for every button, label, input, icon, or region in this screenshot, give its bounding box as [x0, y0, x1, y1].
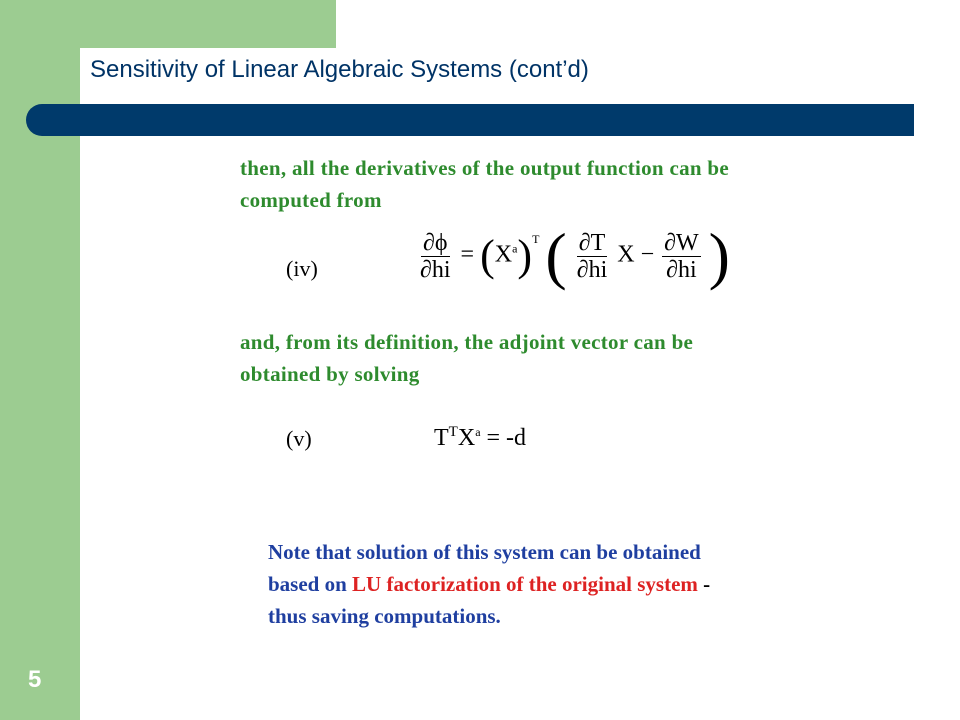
- superscript-t: T: [448, 424, 458, 440]
- note-prefix: based on: [268, 572, 353, 596]
- equation-iv: [416, 220, 730, 291]
- numerator: ∂W: [664, 229, 699, 256]
- big-right-paren: ): [708, 220, 730, 291]
- big-left-paren: (: [545, 220, 567, 291]
- top-band: [80, 0, 336, 48]
- superscript-a: a: [512, 241, 518, 256]
- note-line: [268, 568, 710, 600]
- fraction-dw-dhi: [662, 230, 701, 283]
- paragraph-derivatives: [240, 152, 729, 216]
- equation-label-iv: (iv): [286, 256, 318, 281]
- fraction-dphi-dhi: [418, 230, 453, 283]
- numerator: ∂ϕ: [423, 229, 448, 256]
- equation-v: [434, 424, 526, 452]
- equation-rhs: = -d: [480, 425, 527, 451]
- denominator: ∂hi: [666, 256, 697, 283]
- note-line: Note that solution of this system can be obtained: [268, 540, 701, 564]
- denominator: ∂hi: [576, 256, 608, 283]
- paragraph-line: then, all the derivatives of the output function can be: [240, 156, 729, 180]
- slide-title: Sensitivity of Linear Algebraic Systems (cont’d): [90, 56, 589, 83]
- paragraph-line: computed from: [240, 188, 382, 212]
- title-underline-bar: [26, 104, 914, 136]
- slide-number: 5: [28, 666, 42, 693]
- note-suffix: -: [697, 572, 711, 596]
- left-paren: (: [480, 231, 495, 280]
- equals-sign: =: [460, 241, 475, 268]
- x-symbol: X: [494, 241, 513, 268]
- minus-sign: −: [640, 241, 655, 268]
- note-block: [268, 536, 710, 632]
- superscript-a: a: [475, 425, 481, 439]
- paragraph-adjoint: [240, 326, 693, 390]
- t-symbol: T: [434, 425, 449, 451]
- note-highlight: LU factorization of the original system: [352, 572, 698, 596]
- right-paren: ): [517, 231, 533, 280]
- equation-label-v: (v): [286, 426, 312, 451]
- superscript-t: T: [532, 231, 540, 246]
- denominator: ∂hi: [420, 256, 451, 283]
- paragraph-line: and, from its definition, the adjoint vector can be: [240, 330, 694, 354]
- paragraph-line: obtained by solving: [240, 362, 420, 386]
- x-symbol: X: [457, 425, 476, 451]
- fraction-dt-dhi: [575, 230, 610, 283]
- note-line: thus saving computations.: [268, 604, 501, 628]
- numerator: ∂T: [578, 229, 606, 256]
- x-symbol: X: [617, 241, 635, 268]
